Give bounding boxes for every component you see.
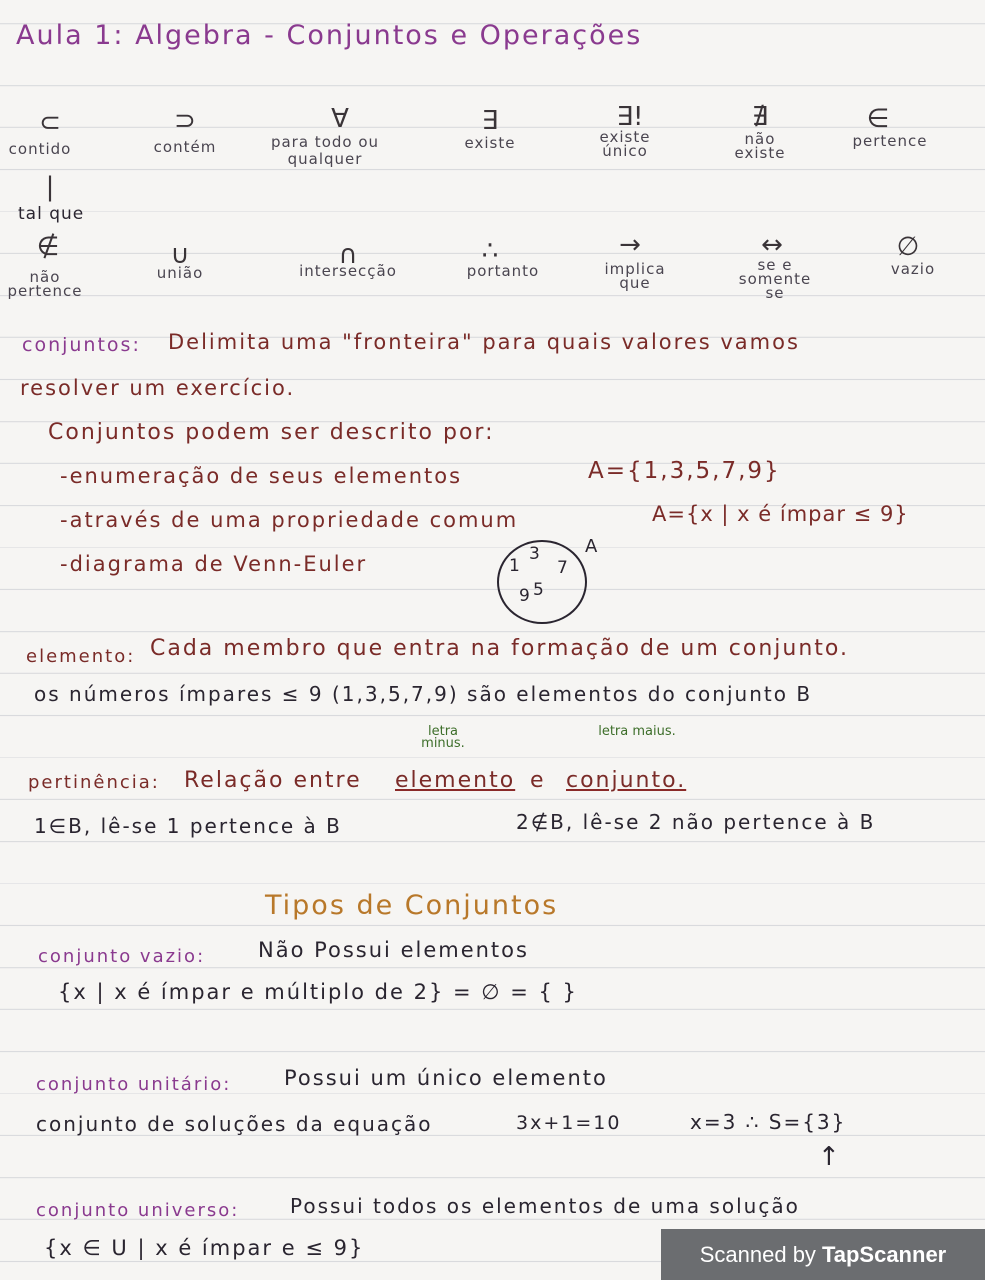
such-that-label: tal que (18, 204, 85, 224)
venn-number: 9 (519, 586, 530, 606)
not-exists-icon: ∄ (751, 102, 769, 132)
unitario-solution: x=3 ∴ S={3} (690, 1110, 847, 1134)
such-that-icon: | (45, 172, 55, 202)
symbol-label: existe (464, 134, 516, 152)
conjuntos-term: conjuntos: (22, 334, 141, 356)
note-lowercase: letra minus. (421, 724, 465, 751)
exists-icon: ∃ (481, 106, 499, 136)
symbol-label: existe único (599, 128, 651, 160)
venn-number: 5 (533, 580, 544, 600)
pertinencia-def-conjunto: conjunto. (566, 768, 687, 793)
section-title-tipos: Tipos de Conjuntos (265, 890, 559, 921)
symbol-label: contém (153, 138, 217, 156)
note-uppercase: letra maius. (598, 724, 676, 739)
desc-item-property: -através de uma propriedade comum (60, 508, 519, 532)
exists-unique-icon: ∃! (616, 102, 644, 132)
symbol-label: implica que (604, 260, 666, 292)
desc-intro: Conjuntos podem ser descrito por: (48, 420, 495, 445)
not-element-icon: ∉ (36, 232, 60, 262)
iff-icon: ↔ (761, 230, 783, 260)
symbol-label: contido (8, 140, 72, 158)
elemento-term: elemento: (26, 646, 136, 667)
element-of-icon: ∈ (866, 104, 890, 134)
venn-set-label: A (585, 536, 598, 557)
symbol-label: vazio (890, 260, 936, 278)
pertinencia-def-elemento: elemento (395, 768, 516, 793)
desc-item-property-math: A={x | x é ímpar ≤ 9} (652, 502, 909, 526)
vazio-term: conjunto vazio: (38, 946, 206, 967)
symbol-label: para todo ou qualquer (270, 133, 380, 168)
watermark-brand: TapScanner (821, 1241, 947, 1267)
desc-item-venn: -diagrama de Venn-Euler (60, 552, 368, 576)
empty-set-icon: ∅ (896, 232, 920, 262)
page-title: Aula 1: Algebra - Conjuntos e Operações (16, 20, 643, 51)
subset-icon: ⊂ (39, 108, 61, 138)
forall-icon: ∀ (331, 104, 349, 134)
implies-icon: → (619, 230, 641, 260)
pertinencia-def-and: e (530, 768, 546, 793)
elemento-example: os números ímpares ≤ 9 (1,3,5,7,9) são elementos do conjunto B (34, 682, 813, 706)
union-icon: ∪ (170, 240, 190, 270)
universo-example: {x ∈ U | x é ímpar e ≤ 9} (44, 1236, 365, 1260)
universo-term: conjunto universo: (36, 1200, 240, 1221)
superset-icon: ⊃ (174, 106, 196, 136)
unitario-def: Possui um único elemento (284, 1066, 608, 1090)
pertinencia-example-1: 1∈B, lê-se 1 pertence à B (34, 814, 342, 838)
elemento-def: Cada membro que entra na formação de um conjunto. (150, 636, 849, 661)
venn-number: 7 (557, 558, 568, 578)
pertinencia-term: pertinência: (28, 772, 160, 793)
unitario-example: conjunto de soluções da equação (36, 1112, 433, 1136)
vazio-def: Não Possui elementos (258, 938, 529, 962)
symbol-label: portanto (466, 262, 540, 280)
universo-def: Possui todos os elementos de uma solução (290, 1194, 800, 1218)
venn-number: 1 (509, 556, 520, 576)
scanner-watermark (661, 1229, 985, 1280)
venn-number: 3 (529, 544, 540, 564)
unitario-equation: 3x+1=10 (516, 1112, 622, 1134)
unitario-term: conjunto unitário: (36, 1074, 232, 1095)
intersection-icon: ∩ (338, 240, 358, 270)
symbol-label: se e somente se (738, 256, 812, 302)
symbol-label: não existe (734, 130, 786, 162)
pertinencia-def-pre: Relação entre (184, 768, 362, 793)
desc-item-enumeration-math: A={1,3,5,7,9} (588, 458, 781, 484)
symbol-label: união (156, 264, 204, 282)
desc-item-enumeration: -enumeração de seus elementos (60, 464, 463, 488)
symbol-label: pertence (852, 132, 928, 150)
arrow-up-icon: ↑ (818, 1142, 840, 1172)
conjuntos-def-line1: Delimita uma "fronteira" para quais valores vamos (168, 330, 800, 354)
vazio-example: {x | x é ímpar e múltiplo de 2} = ∅ = { } (58, 980, 578, 1004)
venn-diagram (497, 540, 587, 624)
therefore-icon: ∴ (481, 236, 499, 266)
conjuntos-def-line2: resolver um exercício. (20, 376, 296, 400)
symbol-label: não pertence (7, 268, 83, 300)
pertinencia-example-2: 2∉B, lê-se 2 não pertence à B (516, 810, 876, 834)
symbol-label: intersecção (299, 262, 397, 280)
watermark-prefix: Scanned by (699, 1241, 816, 1267)
